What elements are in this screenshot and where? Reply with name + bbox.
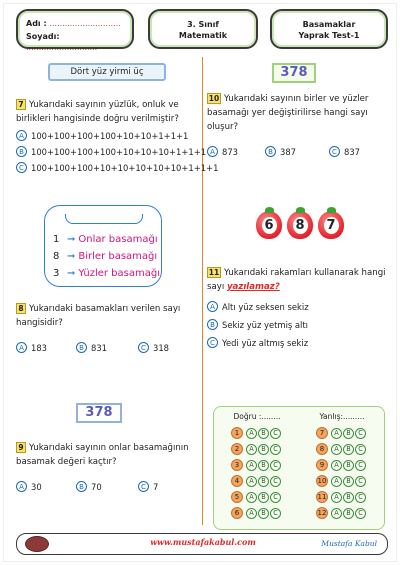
q8-option-a[interactable] xyxy=(16,342,76,353)
answer-key-row xyxy=(316,473,367,489)
place-label: Yüzler basamağı xyxy=(78,268,160,279)
q9-text-1: Yukarıdaki sayının onlar basamağının xyxy=(29,443,189,453)
place-label: Onlar basamağı xyxy=(78,234,158,245)
answer-bubble-b[interactable]: B xyxy=(343,492,354,503)
option-letter: C xyxy=(207,337,218,348)
q11-text-2b: yazılamaz? xyxy=(226,282,280,292)
option-letter: B xyxy=(207,319,218,330)
footer xyxy=(16,533,388,555)
name-label: Adı : xyxy=(26,19,47,28)
q8-option-b[interactable] xyxy=(76,342,138,353)
q7-text-2: birlikleri hangisinde doğru verilmiştir? xyxy=(16,114,179,124)
answer-bubble-b[interactable]: B xyxy=(258,460,269,471)
answer-key-number: 3 xyxy=(231,459,243,471)
answer-bubble-a[interactable]: A xyxy=(331,492,342,503)
q9-number: 9 xyxy=(16,442,26,453)
answer-bubble-b[interactable]: B xyxy=(343,444,354,455)
answer-key xyxy=(213,406,385,530)
answer-key-right-column xyxy=(316,425,367,521)
question-11 xyxy=(207,266,393,348)
number-words: Dört yüz yirmi üç xyxy=(70,67,144,77)
surname-label: Soyadı: xyxy=(26,32,60,41)
place-digit: 8 xyxy=(53,251,60,262)
q7-option-a[interactable] xyxy=(16,130,202,141)
answer-bubble-c[interactable]: C xyxy=(270,508,281,519)
q11-option-c[interactable] xyxy=(207,337,393,348)
answer-bubble-a[interactable]: A xyxy=(246,476,257,487)
answer-key-number: 5 xyxy=(231,491,243,503)
grade-text: 3. Sınıf xyxy=(187,20,219,29)
q9-option-c[interactable] xyxy=(138,481,158,492)
tomato-icon xyxy=(256,211,282,239)
answer-key-number: 6 xyxy=(231,507,243,519)
answer-key-number: 2 xyxy=(231,443,243,455)
q11-option-a[interactable] xyxy=(207,301,393,312)
answer-bubble-c[interactable]: C xyxy=(270,428,281,439)
answer-bubble-b[interactable]: B xyxy=(343,428,354,439)
answer-bubble-a[interactable]: A xyxy=(331,476,342,487)
answer-bubble-c[interactable]: C xyxy=(270,460,281,471)
answer-key-left-column xyxy=(231,425,282,521)
option-text: 183 xyxy=(31,342,47,353)
answer-key-number: 9 xyxy=(316,459,328,471)
answer-key-number: 8 xyxy=(316,443,328,455)
option-text: 873 xyxy=(222,146,238,157)
option-letter: C xyxy=(138,342,149,353)
option-letter: B xyxy=(16,146,27,157)
surname-field[interactable]: ............................ xyxy=(26,43,98,52)
answer-key-row xyxy=(316,441,367,457)
answer-bubble-c[interactable]: C xyxy=(270,492,281,503)
option-letter: B xyxy=(76,342,87,353)
option-text: 318 xyxy=(153,342,169,353)
number-words-box xyxy=(48,63,166,81)
answer-key-row xyxy=(231,505,282,521)
q9-option-a[interactable] xyxy=(16,481,76,492)
q10-option-a[interactable] xyxy=(207,146,265,157)
q7-number: 7 xyxy=(16,99,26,110)
number-box-left xyxy=(76,403,122,423)
topic-box xyxy=(270,9,388,49)
answer-bubble-a[interactable]: A xyxy=(331,460,342,471)
place-digit: 3 xyxy=(53,268,60,279)
number-box-value: 378 xyxy=(85,405,113,420)
test-text: Yaprak Test-1 xyxy=(298,31,360,40)
answer-bubble-c[interactable]: C xyxy=(270,444,281,455)
name-box xyxy=(16,9,134,52)
answer-key-row xyxy=(231,473,282,489)
tomato-digits xyxy=(256,211,344,239)
option-letter: A xyxy=(207,301,218,312)
answer-bubble-a[interactable]: A xyxy=(331,428,342,439)
answer-bubble-b[interactable]: B xyxy=(258,476,269,487)
option-text: Altı yüz seksen sekiz xyxy=(222,301,309,312)
q11-option-b[interactable] xyxy=(207,319,393,330)
option-text: 387 xyxy=(280,146,296,157)
arrow-right-icon: ➞ xyxy=(67,268,76,279)
answer-key-row xyxy=(231,457,282,473)
q10-number: 10 xyxy=(208,94,220,103)
option-letter: B xyxy=(76,481,87,492)
answer-bubble-a[interactable]: A xyxy=(246,492,257,503)
answer-key-row xyxy=(316,457,367,473)
arrow-right-icon: ➞ xyxy=(67,234,76,245)
option-letter: C xyxy=(329,146,340,157)
signature: Mustafa Kabul xyxy=(321,539,377,548)
option-letter: B xyxy=(265,146,276,157)
tomato-digit: 6 xyxy=(262,217,277,234)
option-letter: A xyxy=(16,481,27,492)
number-box-value: 378 xyxy=(280,65,308,80)
q8-option-c[interactable] xyxy=(138,342,169,353)
option-letter: A xyxy=(16,130,27,141)
option-letter: C xyxy=(16,162,27,173)
option-letter: C xyxy=(138,481,149,492)
q10-option-b[interactable] xyxy=(265,146,329,157)
q9-text-2: basamak değeri kaçtır? xyxy=(16,457,117,467)
option-text: 100+100+100+10+10+10+10+10+1+1+1 xyxy=(31,162,219,173)
q11-text-2a: sayı xyxy=(207,282,227,292)
place-value-box xyxy=(44,205,162,287)
q8-text-1: Yukarıdaki basamakları verilen sayı xyxy=(29,304,181,314)
correct-count-label: Doğru :........ xyxy=(233,412,281,421)
answer-bubble-c[interactable]: C xyxy=(355,476,366,487)
name-field[interactable]: ............................ xyxy=(49,19,121,28)
answer-bubble-a[interactable]: A xyxy=(246,508,257,519)
answer-key-number: 10 xyxy=(317,477,327,485)
answer-bubble-a[interactable]: A xyxy=(246,444,257,455)
grade-box xyxy=(148,9,258,49)
q10-option-c[interactable] xyxy=(329,146,360,157)
option-letter: A xyxy=(16,342,27,353)
q11-number: 11 xyxy=(208,268,220,277)
option-text: 831 xyxy=(91,342,107,353)
answer-bubble-c[interactable]: C xyxy=(355,428,366,439)
answer-bubble-b[interactable]: B xyxy=(258,444,269,455)
answer-bubble-b[interactable]: B xyxy=(343,476,354,487)
answer-bubble-c[interactable]: C xyxy=(355,492,366,503)
answer-bubble-a[interactable]: A xyxy=(331,508,342,519)
answer-key-number: 7 xyxy=(316,427,328,439)
arrow-right-icon: ➞ xyxy=(67,251,76,262)
tomato-icon xyxy=(318,211,344,239)
q7-option-b[interactable] xyxy=(16,146,207,157)
option-text: 70 xyxy=(91,481,102,492)
question-8 xyxy=(16,302,202,353)
answer-key-row xyxy=(316,425,367,441)
answer-bubble-c[interactable]: C xyxy=(355,444,366,455)
number-box-right xyxy=(272,63,316,83)
q11-text-1: Yukarıdaki rakamları kullanarak hangi xyxy=(224,268,386,278)
place-value-box-tab xyxy=(65,214,143,224)
footer-url[interactable]: www.mustafakabul.com xyxy=(150,537,256,547)
answer-bubble-c[interactable]: C xyxy=(355,508,366,519)
q7-option-c[interactable] xyxy=(16,162,219,173)
q10-text-2: basamağı yer değiştirilirse hangi sayı xyxy=(207,108,368,118)
option-text: 100+100+100+100+10+10+10+1+1+1 xyxy=(31,146,207,157)
option-text: 30 xyxy=(31,481,42,492)
answer-bubble-c[interactable]: C xyxy=(355,460,366,471)
place-label: Birler basamağı xyxy=(78,251,158,262)
answer-bubble-b[interactable]: B xyxy=(343,460,354,471)
answer-key-row xyxy=(316,489,367,505)
answer-key-number: 11 xyxy=(317,493,327,501)
answer-key-row xyxy=(231,441,282,457)
topic-text: Basamaklar xyxy=(302,20,356,29)
answer-key-row xyxy=(316,505,367,521)
tomato-icon xyxy=(287,211,313,239)
answer-bubble-b[interactable]: B xyxy=(258,508,269,519)
question-9 xyxy=(16,441,202,492)
option-text: 837 xyxy=(344,146,360,157)
q7-text-1: Yukarıdaki sayının yüzlük, onluk ve xyxy=(29,100,179,110)
option-letter: A xyxy=(207,146,218,157)
option-text: Yedi yüz altmış sekiz xyxy=(222,337,309,348)
column-divider xyxy=(202,57,203,525)
q8-text-2: hangisidir? xyxy=(16,318,63,328)
answer-bubble-a[interactable]: A xyxy=(331,444,342,455)
answer-bubble-b[interactable]: B xyxy=(258,428,269,439)
question-10 xyxy=(207,92,393,157)
answer-bubble-b[interactable]: B xyxy=(343,508,354,519)
answer-bubble-a[interactable]: A xyxy=(246,428,257,439)
q10-text-3: oluşur? xyxy=(207,122,239,132)
answer-key-row xyxy=(231,489,282,505)
q9-option-b[interactable] xyxy=(76,481,138,492)
tomato-digit: 7 xyxy=(324,217,339,234)
option-text: Sekiz yüz yetmiş altı xyxy=(222,319,308,330)
tomato-digit: 8 xyxy=(293,217,308,234)
answer-key-number: 12 xyxy=(317,509,327,517)
answer-bubble-b[interactable]: B xyxy=(258,492,269,503)
option-text: 7 xyxy=(153,481,159,492)
question-7 xyxy=(16,98,219,173)
answer-bubble-a[interactable]: A xyxy=(246,460,257,471)
q10-text-1: Yukarıdaki sayının birler ve yüzler xyxy=(224,94,369,104)
wrong-count-label: Yanlış:......... xyxy=(319,412,365,421)
place-digit: 1 xyxy=(53,234,60,245)
subject-text: Matematik xyxy=(178,31,228,40)
answer-key-number: 4 xyxy=(231,475,243,487)
option-text: 100+100+100+100+10+10+1+1+1 xyxy=(31,130,189,141)
answer-key-number: 1 xyxy=(231,427,243,439)
answer-bubble-c[interactable]: C xyxy=(270,476,281,487)
answer-key-row xyxy=(231,425,282,441)
q8-number: 8 xyxy=(16,303,26,314)
